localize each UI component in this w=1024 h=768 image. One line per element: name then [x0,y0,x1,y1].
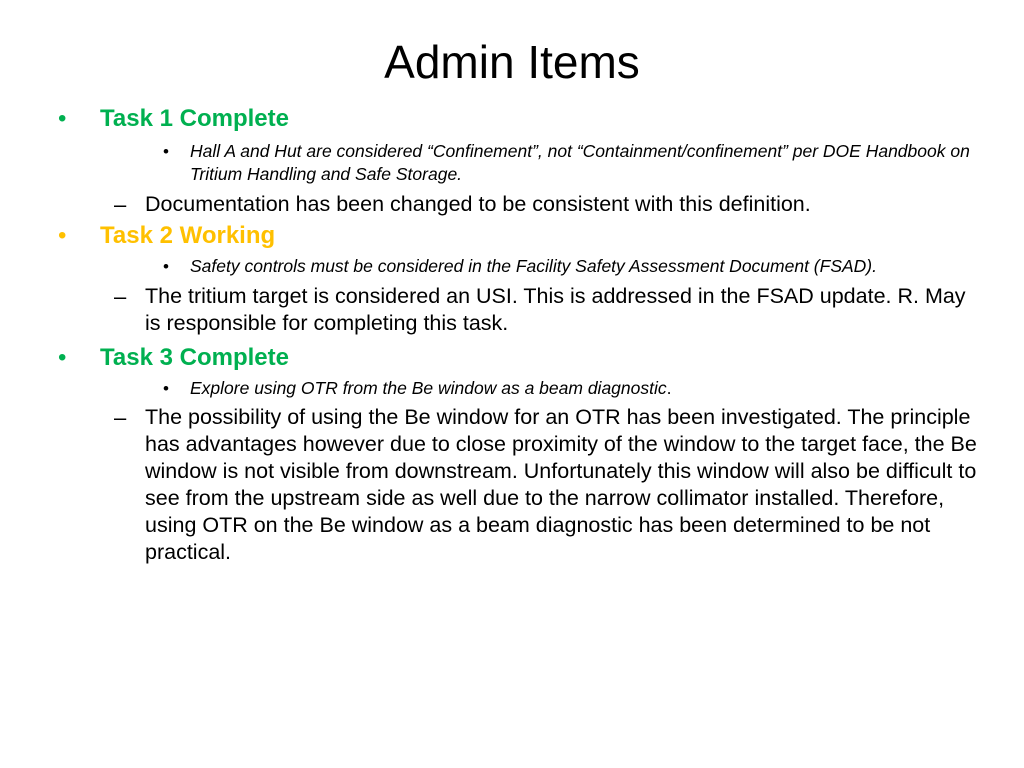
task-1-note [0,140,1024,186]
bullet-icon: • [58,222,67,249]
task-1-detail-text: Documentation has been changed to be consistent with this definition. [145,192,811,216]
task-2-note-text: Safety controls must be considered in the Facility Safety Assessment Document (FSAD). [190,256,877,276]
task-3-item [0,343,1024,373]
dash-icon: – [114,284,127,309]
task-2-item [0,221,1024,251]
task-3-heading: Task 3 Complete [100,344,289,371]
bullet-icon: • [58,344,67,371]
bullet-icon: • [163,257,169,276]
task-2-detail [0,283,1024,337]
slide-content [0,104,1024,566]
slide-title: Admin Items [384,36,640,88]
task-2-note [0,255,1024,278]
task-3-detail-text: The possibility of using the Be window for an OTR has been investigated. The principle has advantages however due to close proximity of the window to the target face, the Be window is not visible from downstream. Unfortunately this window will also be difficult to see from the upstream side as well due to the narrow collimator installed. Therefore, using OTR on the Be window as a beam diagnostic has been determined to be not practical. [145,405,977,564]
task-1-detail [0,191,1024,218]
task-2-detail-text: The tritium target is considered an USI. This is addressed in the FSAD update. R. May is responsible for completing this task. [145,284,966,335]
task-2-heading: Task 2 Working [100,222,276,249]
dash-icon: – [114,405,127,430]
dash-icon: – [114,192,127,217]
task-1-note-text: Hall A and Hut are considered “Confinement”, not “Containment/confinement” per DOE Handbook on Tritium Handling and Safe Storage. [190,141,970,184]
task-1-item [0,104,1024,134]
task-3-note [0,377,1024,400]
bullet-icon: • [163,142,169,161]
bullet-icon: • [58,105,67,132]
task-3-note-italic: Explore using OTR from the Be window as a beam diagnostic [190,378,667,398]
bullet-icon: • [163,379,169,398]
task-3-note-period: . [666,378,672,398]
task-1-heading: Task 1 Complete [100,105,289,132]
task-3-note-text [190,377,970,400]
task-3-detail [0,404,1024,566]
